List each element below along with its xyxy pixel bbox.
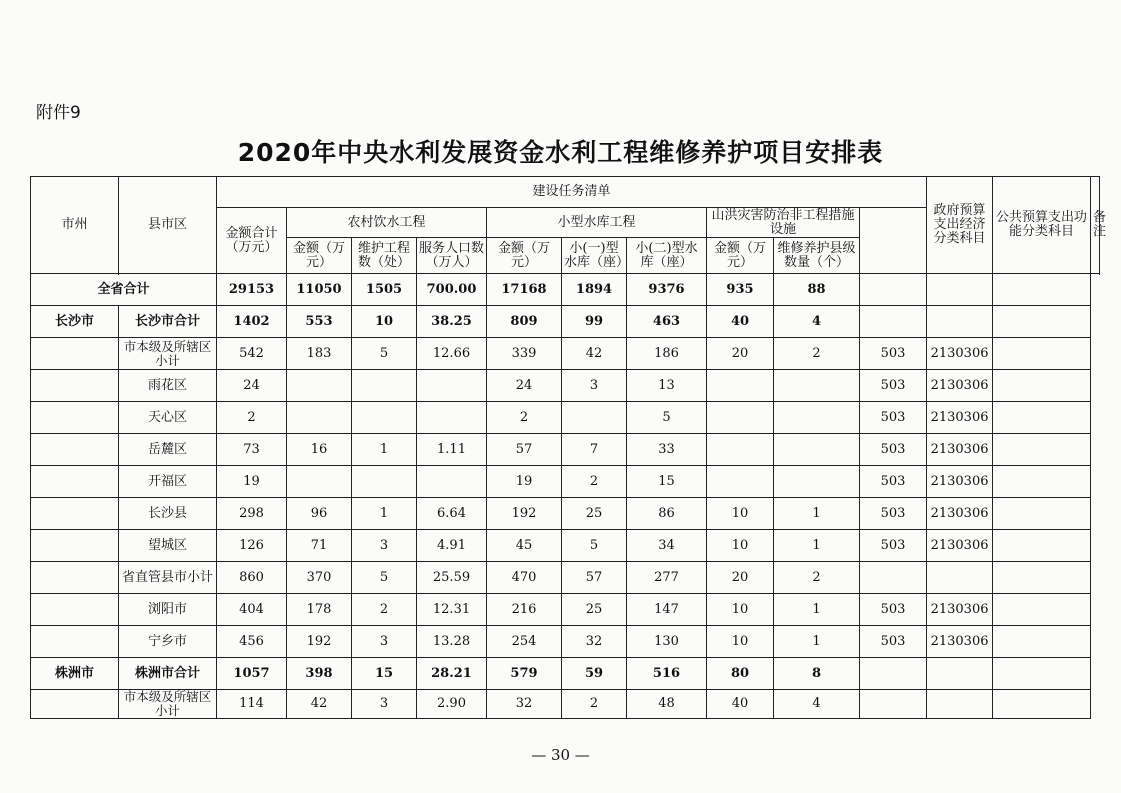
cell-rural-projects: 3 <box>352 690 417 719</box>
cell-gov-budget: 503 <box>860 466 927 498</box>
cell-remarks <box>993 626 1091 658</box>
cell-rural-population: 12.31 <box>417 594 487 626</box>
cell-flood-counties: 4 <box>774 306 860 338</box>
cell-rural-population: 1.11 <box>417 434 487 466</box>
cell-rural-population: 38.25 <box>417 306 487 338</box>
cell-county: 岳麓区 <box>119 434 217 466</box>
cell-reservoir-small1: 57 <box>562 562 627 594</box>
header-reservoir-amount: 金额（万元） <box>487 238 562 274</box>
cell-flood-amount: 20 <box>707 562 774 594</box>
cell-total-amount: 19 <box>217 466 287 498</box>
page-number: — 30 — <box>531 746 590 764</box>
cell-county: 株洲市合计 <box>119 658 217 690</box>
cell-county: 宁乡市 <box>119 626 217 658</box>
cell-total-amount: 126 <box>217 530 287 562</box>
cell-total-amount: 114 <box>217 690 287 719</box>
cell-county: 市本级及所辖区小计 <box>119 338 217 370</box>
cell-city <box>31 530 119 562</box>
header-city: 市州 <box>31 177 119 274</box>
cell-flood-counties: 8 <box>774 658 860 690</box>
cell-reservoir-small1: 59 <box>562 658 627 690</box>
cell-remarks <box>993 338 1091 370</box>
cell-reservoir-small1: 2 <box>562 690 627 719</box>
cell-rural-projects: 5 <box>352 338 417 370</box>
cell-flood-counties: 4 <box>774 690 860 719</box>
cell-remarks <box>993 402 1091 434</box>
cell-reservoir-amount: 2 <box>487 402 562 434</box>
cell-total-amount: 2 <box>217 402 287 434</box>
cell-gov-budget <box>860 690 927 719</box>
cell-rural-projects: 1 <box>352 434 417 466</box>
cell-city <box>31 402 119 434</box>
funding-table <box>30 176 1107 719</box>
cell-total-amount: 1057 <box>217 658 287 690</box>
cell-gov-budget <box>860 562 927 594</box>
cell-public-budget: 2130306 <box>927 498 993 530</box>
cell-flood-counties: 1 <box>774 530 860 562</box>
header-reservoir-small1: 小(一)型水库（座） <box>562 238 627 274</box>
cell-remarks <box>993 274 1091 306</box>
cell-reservoir-amount: 470 <box>487 562 562 594</box>
cell-reservoir-amount: 809 <box>487 306 562 338</box>
cell-rural-amount: 96 <box>287 498 352 530</box>
cell-county: 天心区 <box>119 402 217 434</box>
cell-gov-budget: 503 <box>860 626 927 658</box>
cell-flood-amount <box>707 434 774 466</box>
cell-gov-budget: 503 <box>860 338 927 370</box>
table-row <box>31 306 1100 338</box>
cell-flood-amount: 10 <box>707 498 774 530</box>
cell-total-amount: 456 <box>217 626 287 658</box>
cell-reservoir-amount: 192 <box>487 498 562 530</box>
cell-remarks <box>993 658 1091 690</box>
table-body <box>31 274 1100 719</box>
cell-rural-projects: 15 <box>352 658 417 690</box>
cell-flood-amount: 10 <box>707 626 774 658</box>
cell-flood-counties: 1 <box>774 594 860 626</box>
cell-reservoir-small1: 7 <box>562 434 627 466</box>
cell-total-amount: 24 <box>217 370 287 402</box>
cell-gov-budget: 503 <box>860 530 927 562</box>
cell-reservoir-amount: 57 <box>487 434 562 466</box>
table-row <box>31 530 1100 562</box>
cell-city <box>31 338 119 370</box>
cell-rural-population: 2.90 <box>417 690 487 719</box>
cell-flood-amount: 10 <box>707 530 774 562</box>
cell-reservoir-small2: 34 <box>627 530 707 562</box>
cell-city: 株洲市 <box>31 658 119 690</box>
cell-gov-budget <box>860 658 927 690</box>
cell-reservoir-small2: 147 <box>627 594 707 626</box>
cell-reservoir-small2: 5 <box>627 402 707 434</box>
cell-city <box>31 370 119 402</box>
cell-flood-amount: 20 <box>707 338 774 370</box>
cell-reservoir-amount: 32 <box>487 690 562 719</box>
cell-flood-amount <box>707 402 774 434</box>
cell-rural-amount: 71 <box>287 530 352 562</box>
cell-public-budget: 2130306 <box>927 466 993 498</box>
cell-gov-budget: 503 <box>860 498 927 530</box>
cell-public-budget <box>927 562 993 594</box>
table-row <box>31 274 1100 306</box>
cell-flood-amount <box>707 370 774 402</box>
cell-reservoir-small2: 130 <box>627 626 707 658</box>
cell-remarks <box>993 690 1091 719</box>
table-row <box>31 594 1100 626</box>
cell-rural-amount: 16 <box>287 434 352 466</box>
cell-reservoir-small1: 42 <box>562 338 627 370</box>
cell-rural-population: 6.64 <box>417 498 487 530</box>
cell-county: 省直管县市小计 <box>119 562 217 594</box>
cell-rural-population: 4.91 <box>417 530 487 562</box>
cell-rural-projects: 3 <box>352 530 417 562</box>
cell-total-amount: 860 <box>217 562 287 594</box>
cell-public-budget <box>927 658 993 690</box>
cell-public-budget: 2130306 <box>927 370 993 402</box>
cell-rural-amount: 42 <box>287 690 352 719</box>
header-flood-counties: 维修养护县级数量（个） <box>774 238 860 274</box>
cell-flood-amount: 40 <box>707 690 774 719</box>
cell-public-budget: 2130306 <box>927 626 993 658</box>
cell-remarks <box>993 530 1091 562</box>
header-gov-budget: 政府预算支出经济分类科目 <box>927 177 993 274</box>
cell-rural-amount: 178 <box>287 594 352 626</box>
cell-flood-counties: 2 <box>774 562 860 594</box>
cell-city <box>31 498 119 530</box>
cell-rural-projects: 3 <box>352 626 417 658</box>
cell-remarks <box>993 594 1091 626</box>
cell-public-budget <box>927 274 993 306</box>
cell-city <box>31 626 119 658</box>
cell-gov-budget <box>860 306 927 338</box>
cell-city <box>31 690 119 719</box>
cell-county: 长沙市合计 <box>119 306 217 338</box>
header-remarks: 备注 <box>1091 177 1100 274</box>
cell-reservoir-amount: 19 <box>487 466 562 498</box>
cell-total-amount: 404 <box>217 594 287 626</box>
table-row <box>31 402 1100 434</box>
cell-county: 长沙县 <box>119 498 217 530</box>
cell-rural-population <box>417 370 487 402</box>
header-rural-projects: 维护工程数（处） <box>352 238 417 274</box>
cell-flood-counties <box>774 434 860 466</box>
cell-reservoir-small1: 25 <box>562 594 627 626</box>
cell-public-budget <box>927 306 993 338</box>
cell-county: 开福区 <box>119 466 217 498</box>
cell-rural-projects: 10 <box>352 306 417 338</box>
cell-rural-amount: 183 <box>287 338 352 370</box>
cell-flood-amount: 10 <box>707 594 774 626</box>
cell-reservoir-small1: 1894 <box>562 274 627 306</box>
cell-reservoir-small2: 33 <box>627 434 707 466</box>
cell-rural-amount <box>287 402 352 434</box>
header-reservoir-small2: 小(二)型水库（座） <box>627 238 707 274</box>
cell-rural-projects: 2 <box>352 594 417 626</box>
cell-county: 全省合计 <box>31 274 217 306</box>
cell-reservoir-small1: 3 <box>562 370 627 402</box>
cell-city <box>31 466 119 498</box>
cell-flood-counties: 2 <box>774 338 860 370</box>
cell-city: 长沙市 <box>31 306 119 338</box>
table-row <box>31 498 1100 530</box>
header-rural-amount: 金额（万元） <box>287 238 352 274</box>
table-row <box>31 370 1100 402</box>
cell-reservoir-amount: 24 <box>487 370 562 402</box>
cell-gov-budget: 503 <box>860 594 927 626</box>
cell-county: 望城区 <box>119 530 217 562</box>
table-row <box>31 658 1100 690</box>
cell-city <box>31 594 119 626</box>
cell-reservoir-amount: 579 <box>487 658 562 690</box>
cell-rural-projects <box>352 370 417 402</box>
cell-rural-population: 700.00 <box>417 274 487 306</box>
cell-total-amount: 298 <box>217 498 287 530</box>
table-row <box>31 690 1100 719</box>
table-row <box>31 562 1100 594</box>
cell-reservoir-small1: 25 <box>562 498 627 530</box>
cell-flood-counties: 88 <box>774 274 860 306</box>
header-task-list: 建设任务清单 <box>217 177 927 208</box>
cell-gov-budget <box>860 274 927 306</box>
cell-gov-budget: 503 <box>860 434 927 466</box>
cell-flood-counties: 1 <box>774 498 860 530</box>
cell-flood-counties: 1 <box>774 626 860 658</box>
cell-rural-amount: 553 <box>287 306 352 338</box>
cell-reservoir-small2: 516 <box>627 658 707 690</box>
cell-remarks <box>993 498 1091 530</box>
cell-rural-population <box>417 466 487 498</box>
header-county: 县市区 <box>119 177 217 274</box>
document-title: 2020年中央水利发展资金水利工程维修养护项目安排表 <box>237 138 884 167</box>
cell-city <box>31 434 119 466</box>
header-flood: 山洪灾害防治非工程措施设施 <box>707 208 860 238</box>
cell-public-budget: 2130306 <box>927 434 993 466</box>
cell-rural-amount: 192 <box>287 626 352 658</box>
cell-rural-projects: 5 <box>352 562 417 594</box>
cell-flood-amount: 80 <box>707 658 774 690</box>
cell-county: 雨花区 <box>119 370 217 402</box>
cell-reservoir-small1: 99 <box>562 306 627 338</box>
cell-city <box>31 562 119 594</box>
cell-remarks <box>993 306 1091 338</box>
cell-county: 市本级及所辖区小计 <box>119 690 217 719</box>
cell-flood-amount <box>707 466 774 498</box>
header-public-budget: 公共预算支出功能分类科目 <box>993 177 1091 274</box>
cell-rural-amount <box>287 466 352 498</box>
cell-reservoir-small2: 15 <box>627 466 707 498</box>
cell-reservoir-small1: 2 <box>562 466 627 498</box>
cell-public-budget: 2130306 <box>927 594 993 626</box>
header-rural-water: 农村饮水工程 <box>287 208 487 238</box>
cell-flood-amount: 935 <box>707 274 774 306</box>
cell-reservoir-small2: 86 <box>627 498 707 530</box>
cell-rural-projects <box>352 466 417 498</box>
cell-rural-projects <box>352 402 417 434</box>
header-total-amount: 金额合计（万元） <box>217 208 287 274</box>
cell-reservoir-small2: 186 <box>627 338 707 370</box>
table-row <box>31 434 1100 466</box>
cell-remarks <box>993 466 1091 498</box>
cell-reservoir-amount: 17168 <box>487 274 562 306</box>
cell-remarks <box>993 562 1091 594</box>
cell-total-amount: 542 <box>217 338 287 370</box>
header-flood-amount: 金额（万元） <box>707 238 774 274</box>
table-row <box>31 338 1100 370</box>
cell-gov-budget: 503 <box>860 402 927 434</box>
cell-rural-population: 12.66 <box>417 338 487 370</box>
cell-total-amount: 73 <box>217 434 287 466</box>
table-row <box>31 626 1100 658</box>
cell-reservoir-amount: 216 <box>487 594 562 626</box>
cell-total-amount: 29153 <box>217 274 287 306</box>
cell-gov-budget: 503 <box>860 370 927 402</box>
cell-reservoir-small1: 5 <box>562 530 627 562</box>
cell-public-budget: 2130306 <box>927 338 993 370</box>
cell-reservoir-amount: 339 <box>487 338 562 370</box>
cell-remarks <box>993 434 1091 466</box>
cell-flood-counties <box>774 370 860 402</box>
table-row <box>31 466 1100 498</box>
cell-reservoir-small1: 32 <box>562 626 627 658</box>
cell-reservoir-small2: 463 <box>627 306 707 338</box>
cell-rural-projects: 1505 <box>352 274 417 306</box>
cell-reservoir-amount: 254 <box>487 626 562 658</box>
cell-remarks <box>993 370 1091 402</box>
cell-rural-amount: 370 <box>287 562 352 594</box>
cell-reservoir-small1 <box>562 402 627 434</box>
cell-county: 浏阳市 <box>119 594 217 626</box>
cell-public-budget <box>927 690 993 719</box>
cell-flood-counties <box>774 402 860 434</box>
cell-public-budget: 2130306 <box>927 402 993 434</box>
cell-rural-amount: 11050 <box>287 274 352 306</box>
header-rural-population: 服务人口数（万人） <box>417 238 487 274</box>
cell-rural-projects: 1 <box>352 498 417 530</box>
cell-rural-population <box>417 402 487 434</box>
cell-reservoir-small2: 48 <box>627 690 707 719</box>
attachment-label: 附件9 <box>36 103 81 123</box>
cell-public-budget: 2130306 <box>927 530 993 562</box>
cell-total-amount: 1402 <box>217 306 287 338</box>
cell-reservoir-small2: 13 <box>627 370 707 402</box>
cell-flood-amount: 40 <box>707 306 774 338</box>
header-reservoir: 小型水库工程 <box>487 208 707 238</box>
cell-rural-population: 13.28 <box>417 626 487 658</box>
cell-reservoir-small2: 277 <box>627 562 707 594</box>
cell-reservoir-amount: 45 <box>487 530 562 562</box>
cell-rural-population: 25.59 <box>417 562 487 594</box>
cell-flood-counties <box>774 466 860 498</box>
cell-rural-amount: 398 <box>287 658 352 690</box>
cell-rural-population: 28.21 <box>417 658 487 690</box>
cell-rural-amount <box>287 370 352 402</box>
cell-reservoir-small2: 9376 <box>627 274 707 306</box>
